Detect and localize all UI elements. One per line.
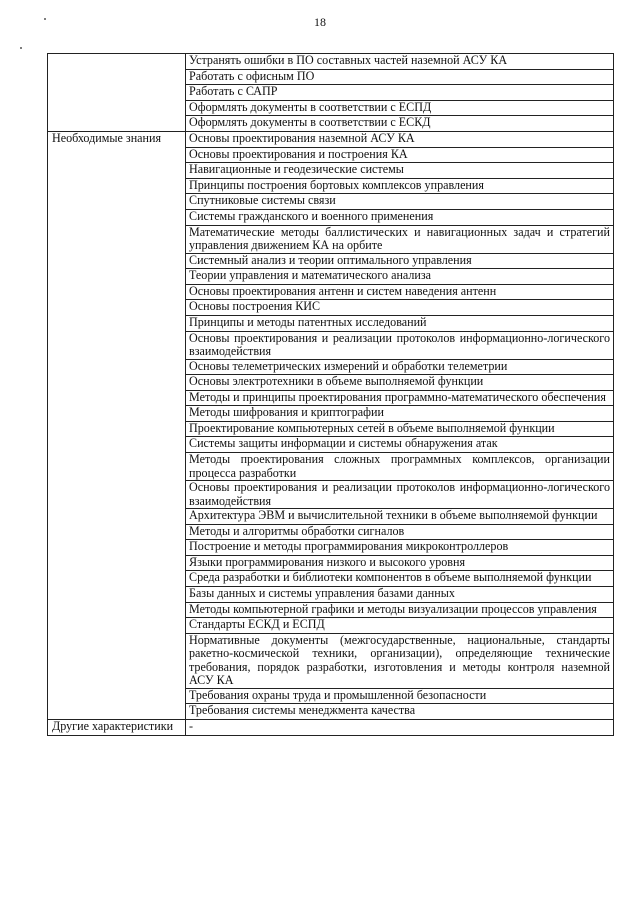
- scan-speck: [44, 18, 46, 20]
- knowledge-item: Построение и методы программирования микроконтроллеров: [186, 540, 614, 556]
- table-row: [48, 720, 614, 736]
- knowledge-item: Методы шифрования и криптографии: [186, 406, 614, 422]
- skill-item: Устранять ошибки в ПО составных частей наземной АСУ КА: [186, 54, 614, 70]
- knowledge-item: Принципы и методы патентных исследований: [186, 315, 614, 331]
- knowledge-item: Системный анализ и теории оптимального управления: [186, 253, 614, 269]
- knowledge-item: Основы электротехники в объеме выполняемой функции: [186, 375, 614, 391]
- knowledge-item: Основы проектирования и реализации протоколов информационно-логического взаимодействия: [186, 481, 614, 509]
- knowledge-item: Системы гражданского и военного применения: [186, 209, 614, 225]
- table-body: [48, 54, 614, 736]
- knowledge-item: Основы проектирования антенн и систем наведения антенн: [186, 284, 614, 300]
- knowledge-item: Основы телеметрических измерений и обработки телеметрии: [186, 359, 614, 375]
- knowledge-item: Принципы построения бортовых комплексов управления: [186, 178, 614, 194]
- knowledge-item: Основы проектирования и реализации протоколов информационно-логического взаимодействия: [186, 331, 614, 359]
- knowledge-item: Методы и принципы проектирования программно-математического обеспечения: [186, 390, 614, 406]
- knowledge-item: Проектирование компьютерных сетей в объеме выполняемой функции: [186, 421, 614, 437]
- knowledge-item: Среда разработки и библиотеки компонентов в объеме выполняемой функции: [186, 571, 614, 587]
- knowledge-item: Методы и алгоритмы обработки сигналов: [186, 524, 614, 540]
- scan-speck: [20, 47, 22, 49]
- knowledge-item: Теории управления и математического анализа: [186, 269, 614, 285]
- skill-item: Работать с офисным ПО: [186, 69, 614, 85]
- knowledge-item: Спутниковые системы связи: [186, 194, 614, 210]
- knowledge-item: Основы проектирования и построения КА: [186, 147, 614, 163]
- other-characteristics-value: -: [186, 720, 614, 736]
- skill-item: Оформлять документы в соответствии с ЕСПД: [186, 100, 614, 116]
- knowledge-item: Языки программирования низкого и высокого уровня: [186, 555, 614, 571]
- knowledge-item: Навигационные и геодезические системы: [186, 163, 614, 179]
- knowledge-item: Основы построения КИС: [186, 300, 614, 316]
- skill-item: Оформлять документы в соответствии с ЕСКД: [186, 116, 614, 132]
- knowledge-item: Нормативные документы (межгосударственные, национальные, стандарты ракетно-космической техники, организации), определяющие технические требования, порядок разработки, изготовления и методы контроля наземной АСУ КА: [186, 633, 614, 688]
- knowledge-item: Стандарты ЕСКД и ЕСПД: [186, 618, 614, 634]
- skill-item: Работать с САПР: [186, 85, 614, 101]
- qualification-table: [47, 53, 614, 736]
- knowledge-label: Необходимые знания: [48, 131, 186, 719]
- other-characteristics-label: Другие характеристики: [48, 720, 186, 736]
- knowledge-item: Методы проектирования сложных программных комплексов, организации процесса разработки: [186, 453, 614, 481]
- knowledge-item: Системы защиты информации и системы обнаружения атак: [186, 437, 614, 453]
- knowledge-item: Базы данных и системы управления базами данных: [186, 587, 614, 603]
- knowledge-item: Математические методы баллистических и навигационных задач и стратегий управления движением КА на орбите: [186, 225, 614, 253]
- table-row: [48, 131, 614, 147]
- knowledge-item: Требования охраны труда и промышленной безопасности: [186, 688, 614, 704]
- knowledge-item: Архитектура ЭВМ и вычислительной техники в объеме выполняемой функции: [186, 509, 614, 525]
- knowledge-item: Методы компьютерной графики и методы визуализации процессов управления: [186, 602, 614, 618]
- knowledge-item: Основы проектирования наземной АСУ КА: [186, 131, 614, 147]
- page-number: 18: [314, 15, 326, 29]
- knowledge-item: Требования системы менеджмента качества: [186, 704, 614, 720]
- label-cell-empty: [48, 54, 186, 132]
- table-row: [48, 54, 614, 70]
